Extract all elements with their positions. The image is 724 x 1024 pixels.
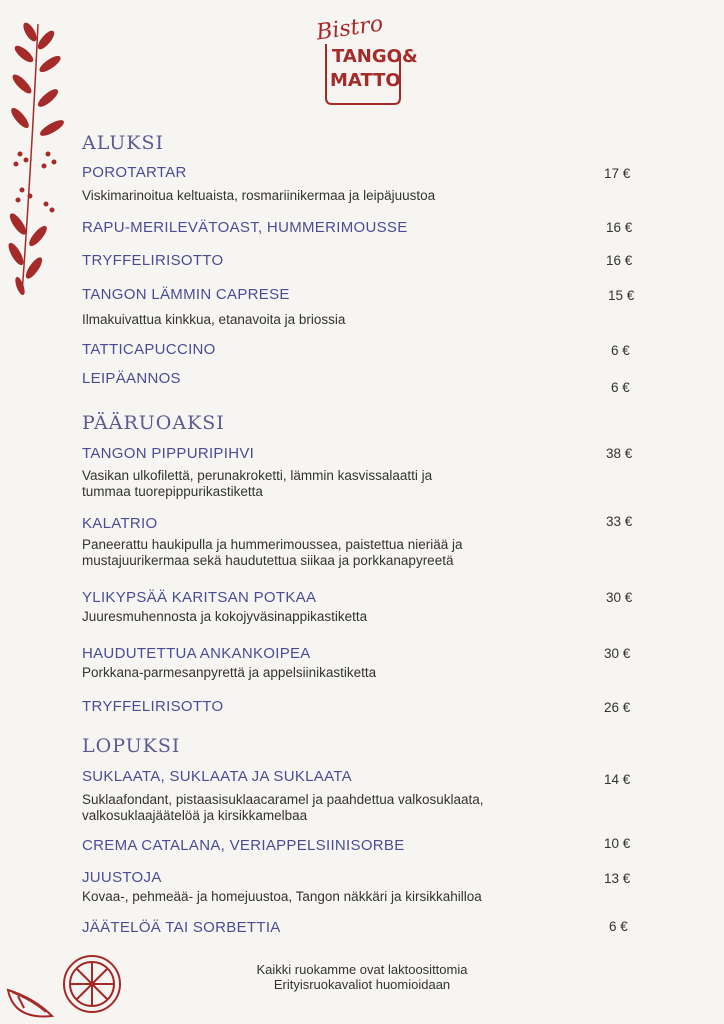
menu-item-name: HAUDUTETTUA ANKANKOIPEA [82,645,311,662]
menu-item-name: JUUSTOJA [82,869,162,886]
dietary-note [200,962,524,992]
menu-item-price: 26 € [604,700,631,715]
menu-item-price: 30 € [606,590,633,605]
menu-item-name: LEIPÄANNOS [82,370,181,387]
description-line: valkosuklaajäätelöä ja kirsikkamelbaa [82,808,308,823]
menu-item-price: 33 € [606,514,633,529]
menu-item-price: 38 € [606,446,633,461]
description-line: tummaa tuorepippurikastiketta [82,484,263,499]
logo-bistro-text: Bistro [314,11,385,46]
footer-line: Erityisruokavaliot huomioidaan [273,977,451,992]
menu-item-description: Juuresmuhennosta ja kokojyväsinappikastiketta [82,609,368,624]
footer-line: Kaikki ruokamme ovat laktoosittomia [256,962,468,977]
menu-item-price: 6 € [609,919,628,934]
menu-item-price: 6 € [611,380,630,395]
bistro-logo [312,11,418,108]
menu-item-name: TATTICAPUCCINO [82,341,216,358]
menu-item-price: 15 € [608,288,635,303]
menu-item-name: TRYFFELIRISOTTO [82,698,224,715]
logo-tango-text: TANGO& [332,46,418,67]
menu-item-description [82,537,552,569]
menu-item-name: TRYFFELIRISOTTO [82,252,224,269]
menu-item-description [82,792,552,824]
menu-item-name: POROTARTAR [82,164,187,181]
menu-item-name: KALATRIO [82,515,158,532]
menu-item-price: 13 € [604,871,631,886]
logo-matto-text: MATTO [330,70,401,91]
menu-item-description: Viskimarinoitua keltuaista, rosmariinikermaa ja leipäjuustoa [82,188,436,203]
section-heading-mains: PÄÄRUOAKSI [82,412,225,434]
menu-item-description: Porkkana-parmesanpyrettä ja appelsiinikastiketta [82,665,377,680]
orange-slice-icon [4,950,122,1020]
menu-item-description [82,468,552,500]
menu-item-name: TANGON PIPPURIPIHVI [82,445,255,462]
menu-item-name: CREMA CATALANA, VERIAPPELSIINISORBE [82,837,405,854]
menu-item-price: 14 € [604,772,631,787]
description-line: mustajuurikermaa sekä haudutettua siikaa ja porkkanapyreetä [82,553,454,568]
menu-item-price: 17 € [604,166,631,181]
menu-item-price: 16 € [606,253,633,268]
menu-item-price: 6 € [611,343,630,358]
description-line: Suklaafondant, pistaasisuklaacaramel ja paahdettua valkosuklaata, [82,792,484,807]
description-line: Vasikan ulkofilettä, perunakroketti, lämmin kasvissalaatti ja [82,468,433,483]
menu-item-name: TANGON LÄMMIN CAPRESE [82,286,290,303]
menu-item-name: RAPU-MERILEVÄTOAST, HUMMERIMOUSSE [82,219,408,236]
menu-item-name: YLIKYPSÄÄ KARITSAN POTKAA [82,589,317,606]
menu-item-price: 16 € [606,220,633,235]
leaf-branch-icon [8,14,70,296]
menu-item-name: JÄÄTELÖÄ TAI SORBETTIA [82,919,281,936]
menu-item-description: Ilmakuivattua kinkkua, etanavoita ja briossia [82,312,346,327]
description-line: Paneerattu haukipulla ja hummerimoussea, paistettua nieriää ja [82,537,463,552]
section-heading-starters: ALUKSI [82,132,165,154]
menu-item-description: Kovaa-, pehmeää- ja homejuustoa, Tangon näkkäri ja kirsikkahilloa [82,889,482,904]
menu-item-price: 10 € [604,836,631,851]
menu-item-name: SUKLAATA, SUKLAATA JA SUKLAATA [82,768,352,785]
section-heading-desserts: LOPUKSI [82,735,181,757]
menu-item-price: 30 € [604,646,631,661]
